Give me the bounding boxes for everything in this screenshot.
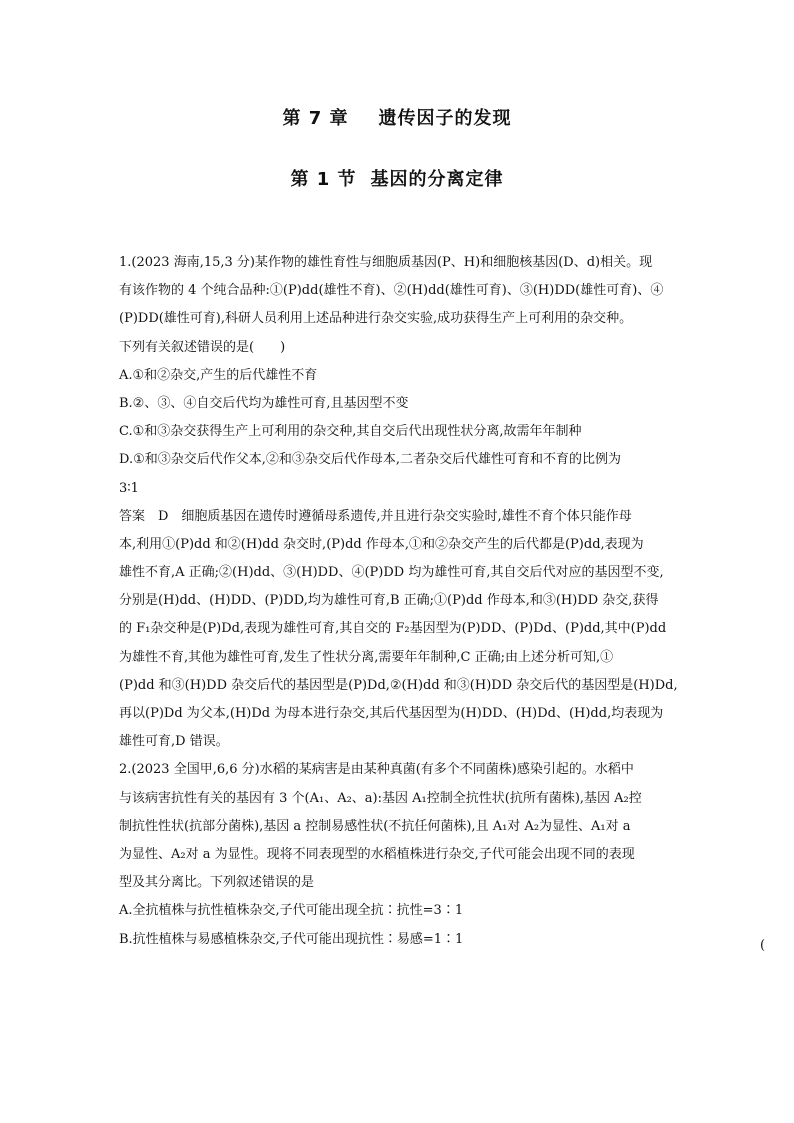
answer-explanation-line: 再以(P)Dd 为父本,(H)Dd 为母本进行杂交,其后代基因型为(H)DD、(H)Dd、(H)dd,均表现为 (119, 706, 664, 721)
section-title (0, 165, 794, 191)
question-1-option-d: D.①和③杂交后代作父本,②和③杂交后代作母本,二者杂交后代雄性可育和不育的比例为 (119, 452, 622, 468)
question-1-stem-line: 下列有关叙述错误的是( ) (119, 339, 286, 355)
question-1-option-a: A.①和②杂交,产生的后代雄性不育 (119, 367, 318, 383)
chapter-number: 第 7 章 (282, 108, 349, 129)
section-name: 基因的分离定律 (370, 169, 504, 190)
question-1-stem-line: 有该作物的 4 个纯合品种:①(P)dd(雄性不育)、②(H)dd(雄性可育)、③(H)DD(雄性可育)、④ (119, 283, 664, 299)
question-1-stem-line: 1.(2023 海南,15,3 分)某作物的雄性育性与细胞质基因(P、H)和细胞核基因(D、d)相关。现 (119, 255, 653, 270)
question-2-stem-line: 与该病害抗性有关的基因有 3 个(A₁、A₂、a):基因 A₁控制全抗性状(抗所有菌株),基因 A₂控 (119, 790, 642, 806)
question-2-option-b: B.抗性植株与易感植株杂交,子代可能出现抗性∶易感=1∶1 (119, 931, 464, 947)
question-1-option-b: B.②、③、④自交后代均为雄性可育,且基因型不变 (119, 395, 409, 411)
answer-explanation-line: 雄性可育,D 错误。 (119, 734, 229, 750)
chapter-name: 遗传因子的发现 (378, 108, 512, 129)
answer-explanation-line: 本,利用①(P)dd 和②(H)dd 杂交时,(P)dd 作母本,①和②杂交产生的后代都是(P)dd,表现为 (119, 536, 644, 552)
question-1-option-c: C.①和③杂交获得生产上可利用的杂交种,其自交后代出现性状分离,故需年年制种 (119, 424, 582, 440)
answer-explanation-line: (P)dd 和③(H)DD 杂交后代的基因型是(P)Dd,②(H)dd 和③(H)DD 杂交后代的基因型是(H)Dd, (119, 677, 678, 693)
question-2-stem-line: 2.(2023 全国甲,6,6 分)水稻的某病害是由某种真菌(有多个不同菌株)感染引起的。水稻中 (119, 762, 634, 778)
answer-explanation-line: 雄性不育,A 正确;②(H)dd、③(H)DD、④(P)DD 均为雄性可育,其自交后代对应的基因型不变, (119, 565, 664, 581)
question-1-option-d-cont: 3∶1 (119, 480, 139, 496)
answer-paren: ( (760, 938, 766, 953)
answer-explanation-line: 答案 D 细胞质基因在遗传时遵循母系遗传,并且进行杂交实验时,雄性不育个体只能作母 (119, 508, 632, 524)
chapter-title (0, 104, 794, 130)
question-2-option-a: A.全抗植株与抗性植株杂交,子代可能出现全抗∶抗性=3∶1 (119, 903, 464, 919)
answer-explanation-line: 为雄性不育,其他为雄性可育,发生了性状分离,需要年年制种,C 正确;由上述分析可知,① (119, 649, 614, 665)
answer-explanation-line: 的 F₁杂交种是(P)Dd,表现为雄性可育,其自交的 F₂基因型为(P)DD、(P)Dd、(P)dd,其中(P)dd (119, 621, 667, 637)
document-body (119, 249, 692, 954)
question-2-stem-line: 制抗性性状(抗部分菌株),基因 a 控制易感性状(不抗任何菌株),且 A₁对 A₂为显性、A₁对 a (119, 818, 631, 834)
section-number: 第 1 节 (290, 169, 357, 190)
question-2-stem-line: 为显性、A₂对 a 为显性。现将不同表现型的水稻植株进行杂交,子代可能会出现不同的表现 (119, 846, 635, 862)
answer-explanation-line: 分别是(H)dd、(H)DD、(P)DD,均为雄性可育,B 正确;①(P)dd 作母本,和③(H)DD 杂交,获得 (119, 593, 659, 609)
question-2-stem-line: 型及其分离比。下列叙述错误的是 (119, 875, 315, 891)
question-1-stem-line: (P)DD(雄性可育),科研人员利用上述品种进行杂交实验,成功获得生产上可利用的杂交种。 (119, 311, 633, 327)
